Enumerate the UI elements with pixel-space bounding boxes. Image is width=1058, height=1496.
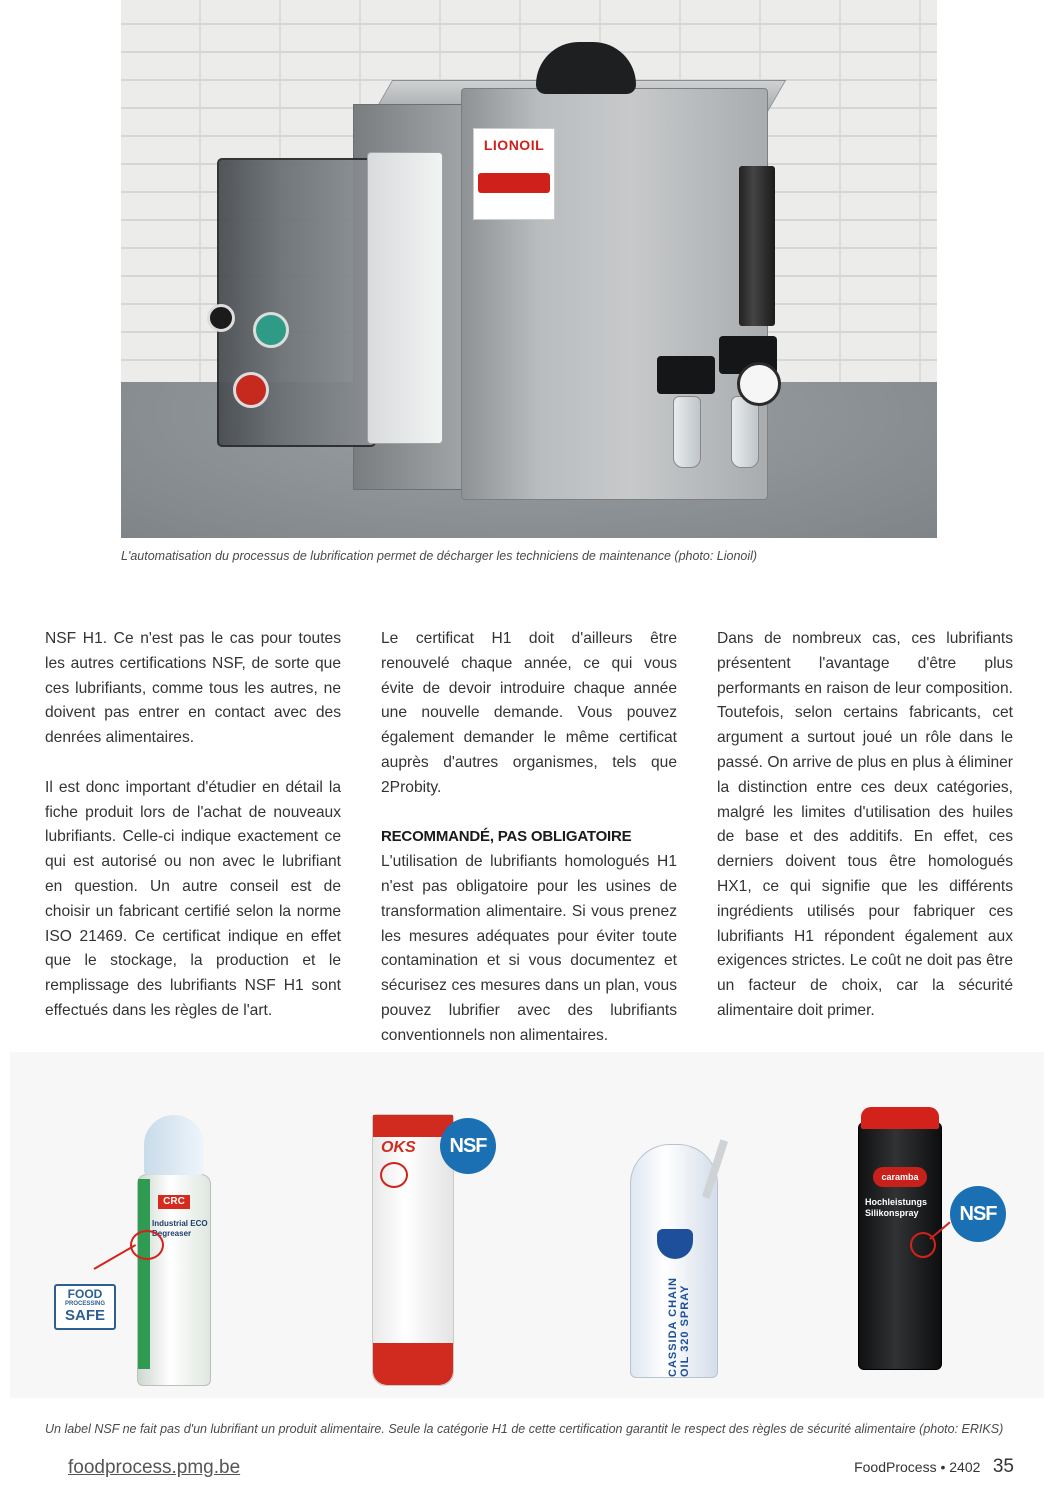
spray-nozzle [702, 1139, 728, 1199]
filter-bowl [673, 396, 701, 468]
fuchs-product-text: CASSIDA CHAIN OIL 320 SPRAY [667, 1277, 691, 1377]
pointer-line [94, 1244, 137, 1270]
text-column-3 [717, 627, 1013, 1049]
filter-bowl [731, 396, 759, 468]
air-regulator-unit [657, 336, 777, 486]
section-subheading: RECOMMANDÉ, PAS OBLIGATOIRE [381, 828, 632, 846]
brand-label-text: LIONOIL [483, 137, 545, 153]
photo-caption-top: L'automatisation du processus de lubrification permet de décharger les techniciens de maintenance (photo: Lionoil) [121, 549, 758, 563]
footer-website-link[interactable]: foodprocess.pmg.be [68, 1457, 241, 1478]
green-band [138, 1179, 150, 1369]
control-box-door [367, 152, 443, 444]
food-safe-text: FOOD [67, 1287, 103, 1301]
selector-knob [207, 304, 235, 332]
highlight-circle [380, 1162, 408, 1188]
caramba-product-title: Hochleistungs Silikonspray [865, 1197, 928, 1218]
tube-red-base [373, 1343, 453, 1385]
paragraph: Dans de nombreux cas, ces lubrifiants présentent l'avantage d'être plus performants en raison de leur composition. Toutefois, selon certains fabricants, cet argument a surtout joué un rôle dans le passé. On arrive de plus en plus à éliminer la distinction entre ces deux catégories, malgré les limites d'utilisation des huiles de base et des additifs. En effet, ces derniers doivent tous être homologués HX1, ce qui signifie que les différents ingrédients utilisés pour fabriquer ces lubrifiants H1 répondent également aux exigences strictes. Le coût ne doit pas être un facteur de choix, car la sécurité alimentaire doit primer. [717, 630, 1013, 1019]
food-safe-text: SAFE [64, 1307, 105, 1324]
crc-degreaser-can [137, 1174, 211, 1386]
paragraph: NSF H1. Ce n'est pas le cas pour toutes les autres certifications NSF, de sorte que ces lubrifiants, comme tous les autres, ne doivent pas entrer en contact avec des denrées alimentaires. [45, 630, 341, 747]
crc-product-title: Industrial ECO Degreaser [152, 1219, 208, 1238]
text-column-2 [381, 627, 677, 1073]
magazine-issue: FoodProcess • 2402 [854, 1459, 981, 1475]
fuchs-chain-oil-can [630, 1144, 718, 1378]
paragraph: Le certificat H1 doit d'ailleurs être renouvelé chaque année, ce qui vous évite de devoir introduire chaque année une nouvelle demande. Vous pouvez également demander le même certificat auprès d'autres organismes, tels que 2Probity. [381, 630, 677, 796]
oil-sight-glass [739, 166, 775, 326]
food-safe-text: PROCESSING [64, 1301, 105, 1307]
crc-logo: CRC [158, 1195, 190, 1209]
label-red-stripe [478, 173, 550, 193]
nsf-logo-icon: NSF [440, 1118, 496, 1174]
food-processing-safe-badge [54, 1284, 116, 1330]
regulator-head [657, 356, 715, 394]
pressure-gauge-icon [737, 362, 781, 406]
spray-cap [144, 1115, 204, 1175]
caramba-logo: caramba [873, 1167, 927, 1187]
red-button [233, 372, 269, 408]
brand-label-plate [473, 128, 555, 220]
photo-lubricant-products [10, 1052, 1044, 1398]
fuchs-logo-icon [657, 1229, 693, 1259]
photo-caption-bottom: Un label NSF ne fait pas d'un lubrifiant un produit alimentaire. Seule la catégorie H1 de cette certification garantit le respect des règles de sécurité alimentaire (photo: ERIKS) [45, 1422, 1004, 1436]
spray-head [861, 1107, 939, 1129]
green-button [253, 312, 289, 348]
page-number: 35 [992, 1456, 1014, 1477]
photo-lubrication-unit [121, 0, 937, 538]
nsf-logo-icon: NSF [950, 1186, 1006, 1242]
footer-issue-info [854, 1456, 1014, 1478]
tube-red-cap [373, 1115, 453, 1137]
text-column-1 [45, 627, 341, 1049]
paragraph: Il est donc important d'étudier en détail la fiche produit lors de l'achat de nouveaux lubrifiants. Celle-ci indique exactement ce qui est autorisé ou non avec le lubrifiant en question. Un autre conseil est de choisir un fabricant certifié selon la norme ISO 21469. Ce certificat indique en effet que le stockage, la production et le remplissage des lubrifiants NSF H1 sont effectués dans les règles de l'art. [45, 778, 341, 1019]
paragraph: L'utilisation de lubrifiants homologués H1 n'est pas obligatoire pour les usines de transformation alimentaire. Si vous prenez les mesures adéquates pour éviter toute contamination et si vous documentez et sécurisez ces mesures dans un plan, vous pouvez lubrifier avec des lubrifiants conventionnels non alimentaires. [381, 853, 677, 1044]
oks-logo: OKS [381, 1139, 416, 1156]
